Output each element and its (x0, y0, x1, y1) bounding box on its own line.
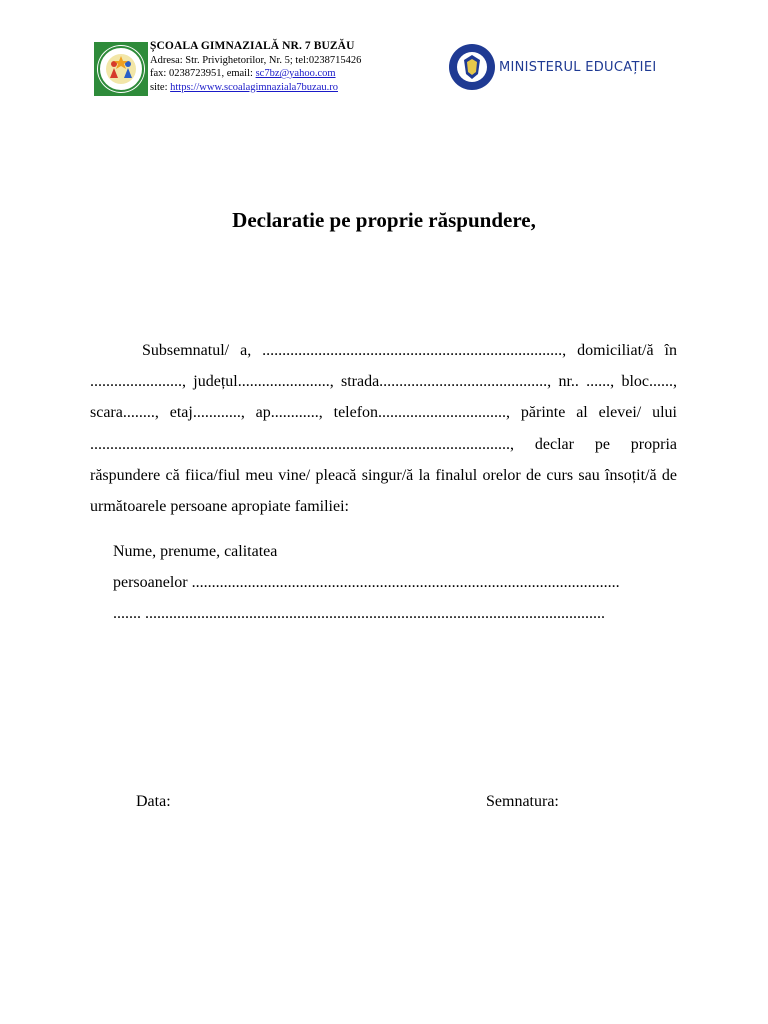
school-address: Adresa: Str. Privighetorilor, Nr. 5; tel:0238715426 (150, 54, 362, 66)
site-link[interactable]: https://www.scoalagimnaziala7buzau.ro (170, 81, 338, 93)
school-info (150, 40, 400, 94)
school-site (150, 81, 400, 95)
date-label: Data: (136, 793, 171, 810)
document-title: Declaratie pe proprie răspundere, (232, 208, 536, 232)
school-contact (150, 67, 400, 81)
fax-text: fax: 0238723951, email: (150, 68, 256, 79)
school-logo-icon (94, 42, 148, 96)
signature-label: Semnatura: (486, 793, 559, 810)
persons-line-2: persoanelor ........................................................................................................... (113, 574, 620, 591)
site-prefix: site: (150, 81, 171, 93)
persons-line-1: Nume, prenume, calitatea (113, 543, 278, 560)
declaration-body (90, 335, 677, 522)
ministry-name: MINISTERUL EDUCAȚIEI (499, 60, 657, 75)
letterhead (94, 40, 674, 100)
declaration-paragraph: Subsemnatul/ a, ..........................................................................., domiciliat/ă în ......................., județul......................., strada.........................................., nr.. ......, bloc......, scara........, etaj............, ap............, telefon................................, părinte al elevei/ ului ........................................................................................................., declar pe propria răspundere că fiica/fiul meu vine/ pleacă singur/ă la finalul orelor de curs sau însoțit/ă de următoarele persoane apropiate familiei: (90, 342, 677, 516)
government-seal-icon (448, 42, 496, 92)
school-name: ȘCOALA GIMNAZIALĂ NR. 7 BUZĂU (150, 40, 355, 52)
persons-section (113, 536, 683, 629)
persons-line-3: ....... ................................................................................................................... (113, 605, 605, 622)
email-link[interactable]: sc7bz@yahoo.com (255, 68, 336, 79)
